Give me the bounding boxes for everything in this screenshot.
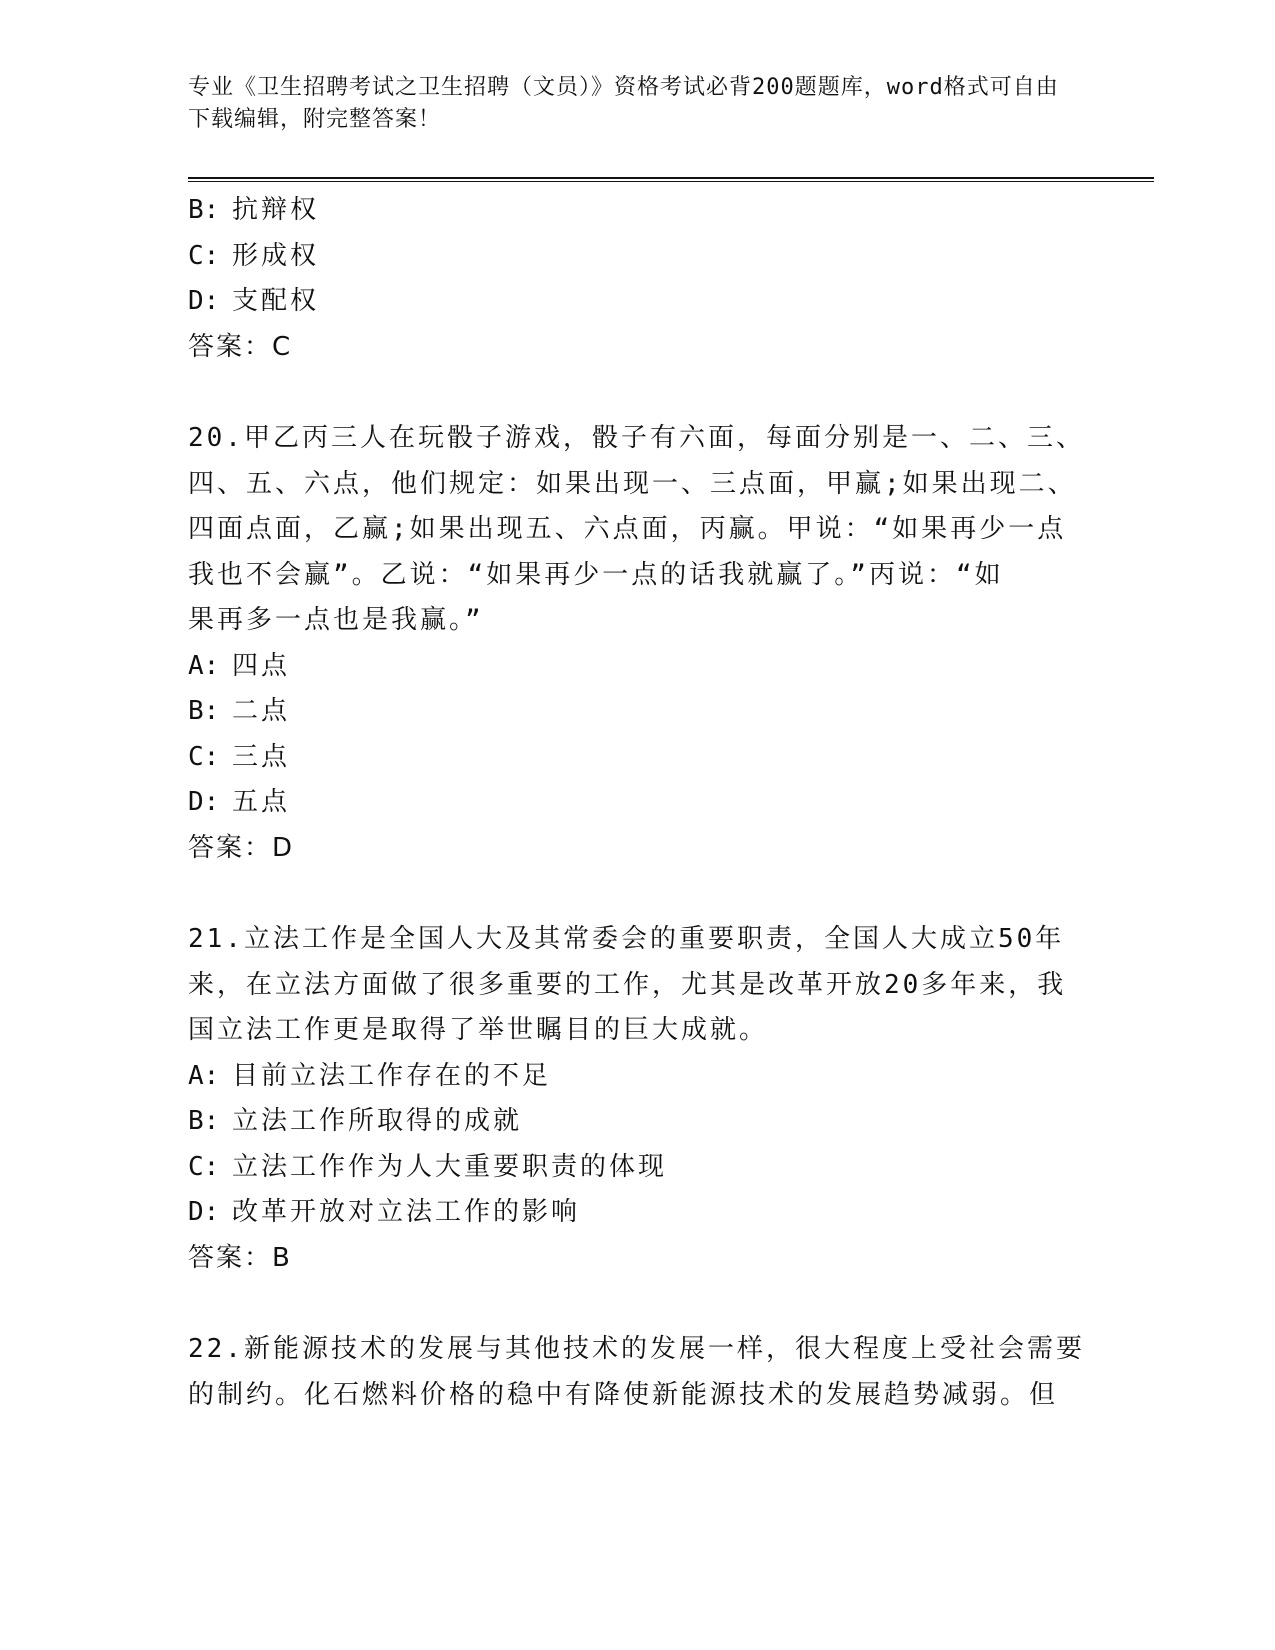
question-21 (188, 917, 1068, 1281)
question-stem-line: 国立法工作更是取得了举世瞩目的巨大成就。 (188, 1015, 769, 1045)
page-header (188, 72, 1068, 136)
option-d (188, 1190, 1068, 1236)
option-text: 五点 (232, 787, 291, 817)
option-d (188, 279, 1068, 325)
option-letter: D: (188, 787, 220, 817)
option-a (188, 1054, 1068, 1100)
spacer (188, 1281, 1068, 1327)
question-19-continuation (188, 188, 1068, 370)
question-stem-line: 21.立法工作是全国人大及其常委会的重要职责，全国人大成立50年 (188, 924, 1065, 954)
option-text: 三点 (232, 741, 291, 772)
answer-line: 答案：B (188, 1242, 292, 1273)
question-stem-line: 四面点面，乙赢;如果出现五、六点面，丙赢。甲说：“如果再少一点 (188, 514, 1067, 544)
question-stem-line: 来，在立法方面做了很多重要的工作，尤其是改革开放20多年来，我 (188, 969, 1067, 1000)
option-b (188, 689, 1068, 735)
option-letter: B: (188, 195, 220, 225)
spacer (188, 370, 1068, 416)
header-title: 专业《卫生招聘考试之卫生招聘（文员）》资格考试必背200题题库，word格式可自由下载编辑，附完整答案！ (188, 75, 1059, 132)
option-text: 改革开放对立法工作的影响 (232, 1197, 581, 1227)
option-a (188, 644, 1068, 690)
option-letter: C: (188, 240, 220, 271)
question-stem-line: 的制约。化石燃料价格的稳中有降使新能源技术的发展趋势减弱。但 (188, 1379, 1059, 1410)
option-c (188, 234, 1068, 280)
option-letter: C: (188, 1151, 220, 1182)
option-text: 抗辩权 (232, 195, 320, 225)
option-text: 立法工作作为人大重要职责的体现 (232, 1151, 668, 1182)
option-letter: B: (188, 1106, 220, 1136)
question-stem-line: 四、五、六点，他们规定：如果出现一、三点面，甲赢;如果出现二、 (188, 468, 1077, 499)
option-text: 形成权 (232, 240, 320, 271)
option-letter: D: (188, 1197, 220, 1227)
option-b (188, 188, 1068, 234)
option-letter: A: (188, 1060, 220, 1091)
option-d (188, 780, 1068, 826)
option-text: 二点 (232, 696, 291, 726)
option-c (188, 735, 1068, 781)
question-stem-line: 果再多一点也是我赢。” (188, 605, 484, 635)
document-body (188, 188, 1085, 1418)
header-divider (188, 177, 1154, 182)
question-22 (188, 1327, 1085, 1418)
option-text: 支配权 (232, 286, 320, 316)
option-letter: C: (188, 741, 220, 772)
question-20 (188, 416, 1085, 871)
question-stem-line: 我也不会赢”。乙说：“如果再少一点的话我就赢了。”丙说：“如 (188, 559, 1004, 590)
answer-line: 答案：C (188, 331, 293, 362)
option-c (188, 1145, 1068, 1191)
option-text: 立法工作所取得的成就 (232, 1106, 523, 1136)
option-text: 目前立法工作存在的不足 (232, 1060, 552, 1091)
question-stem-line: 20.甲乙丙三人在玩骰子游戏，骰子有六面，每面分别是一、二、三、 (188, 423, 1085, 453)
option-b (188, 1099, 1068, 1145)
option-letter: A: (188, 650, 220, 681)
option-letter: B: (188, 696, 220, 726)
option-letter: D: (188, 286, 220, 316)
answer-line: 答案：D (188, 832, 295, 863)
question-stem-line: 22.新能源技术的发展与其他技术的发展一样，很大程度上受社会需要 (188, 1334, 1085, 1364)
option-text: 四点 (232, 650, 291, 681)
spacer (188, 871, 1068, 917)
